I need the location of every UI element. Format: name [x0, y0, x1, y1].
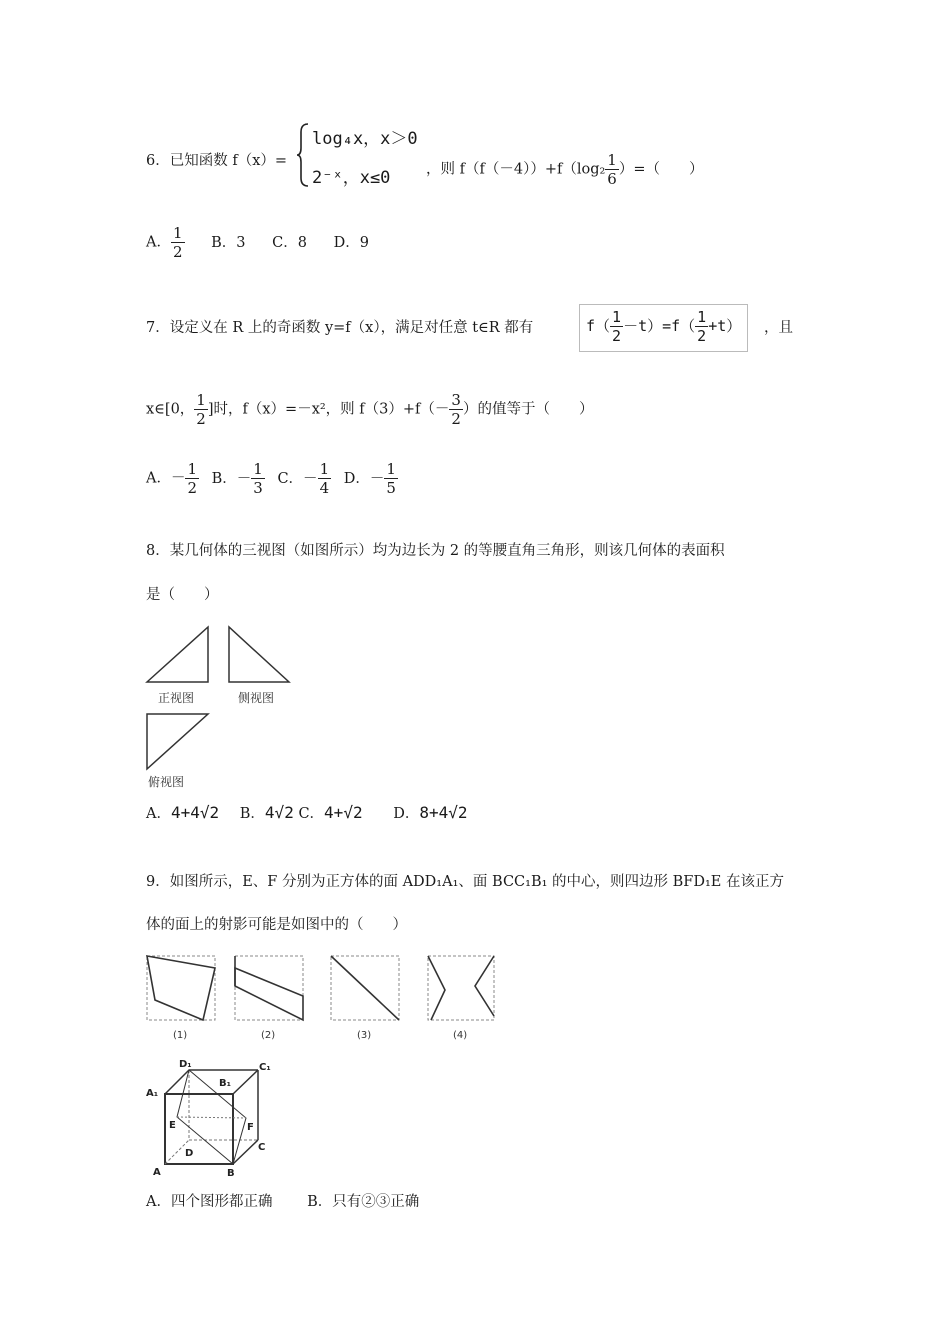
- q8-three-views-figure: [143, 622, 293, 792]
- q7-opt-d-den: 5: [386, 479, 396, 497]
- q7-box-den-1: 2: [612, 327, 622, 345]
- q6-stem-suffix: [426, 151, 704, 188]
- q6-stem-suffix-b: ）=（ ）: [618, 161, 704, 178]
- q7-opt-c-num: 1: [319, 460, 330, 478]
- cube-label-b1: B₁: [219, 1078, 232, 1089]
- cube-label-b: B: [227, 1168, 235, 1178]
- q6-case-2: 2⁻ˣ，x≤0: [312, 168, 391, 188]
- q9-projection-figures: [143, 950, 498, 1045]
- q7-opt-b-num: 1: [253, 460, 263, 478]
- q7-line2-a: x∈[0，: [146, 401, 195, 418]
- q7-option-a-label: A．－: [146, 470, 186, 487]
- projection-4-left: [428, 956, 445, 1020]
- projection-4-right: [475, 956, 494, 1016]
- q6-frac-den: 6: [607, 170, 617, 188]
- q6-option-a-fraction: [171, 224, 185, 261]
- q8-options: [146, 803, 468, 824]
- q6-option-c: C．8: [272, 234, 307, 251]
- q7-stem-line1-suffix: ，且: [764, 320, 793, 336]
- projection-4-label: (4): [453, 1030, 468, 1041]
- q8-option-c: 4+√2: [324, 803, 363, 822]
- front-view-triangle: [147, 627, 208, 682]
- cube-label-c1: C₁: [259, 1062, 271, 1073]
- q7-option-b-fraction: [251, 460, 265, 497]
- q7-option-a-fraction: [185, 460, 199, 497]
- q7-condition-box: [579, 304, 748, 352]
- q7-opt-d-num: 1: [386, 460, 396, 478]
- q6-opt-a-num: 1: [172, 224, 183, 242]
- q8-option-d: 8+4√2: [419, 803, 468, 822]
- q8-stem-line1: 8．某几何体的三视图（如图所示）均为边长为 2 的等腰直角三角形，则该几何体的表面积: [146, 543, 725, 559]
- q8-option-d-label: D．: [393, 806, 420, 822]
- q8-option-c-label: C．: [298, 806, 325, 822]
- q7-box-num-2: 1: [697, 308, 707, 326]
- projection-1-label: (1): [173, 1030, 188, 1041]
- projection-3-label: (3): [357, 1030, 372, 1041]
- q8-option-b-label: B．: [239, 806, 265, 822]
- q7-l2-num-2: 3: [451, 391, 461, 409]
- q7-line2-frac-1: [194, 391, 208, 428]
- front-view-label: 正视图: [158, 691, 195, 705]
- q9-option-a: A．四个图形都正确: [146, 1194, 273, 1210]
- q7-opt-a-den: 2: [187, 479, 198, 497]
- q6-opt-a-den: 2: [172, 243, 183, 261]
- q8-option-b: 4√2: [264, 803, 294, 822]
- q7-box-a: f（: [586, 317, 611, 335]
- q7-l2-den-2: 2: [451, 410, 461, 428]
- q7-stem-line1: 7．设定义在 R 上的奇函数 y=f（x），满足对任意 t∈R 都有: [146, 320, 534, 336]
- projection-2-label: (2): [261, 1030, 276, 1041]
- q7-stem-line2: [146, 391, 593, 428]
- q6-case-1: log₄x，x＞0: [312, 129, 418, 149]
- q7-line2-b: ]时，f（x）=－x²，则 f（3）+f（－: [207, 401, 450, 418]
- q7-box-frac-1: [610, 308, 623, 345]
- projection-1-shape: [147, 956, 215, 1020]
- q6-options: [146, 224, 369, 261]
- q8-option-a-label: A．: [146, 806, 171, 822]
- q7-box-num-1: 1: [612, 308, 622, 326]
- cube-label-c: C: [258, 1142, 266, 1153]
- cube-label-e: E: [169, 1120, 176, 1131]
- q7-box-c: +t）: [708, 317, 742, 335]
- side-view-triangle: [229, 627, 289, 682]
- cube-label-a1: A₁: [146, 1088, 159, 1099]
- q7-option-d-label: D．－: [343, 470, 385, 487]
- q7-box-den-2: 2: [697, 327, 707, 345]
- q7-l2-den-1: 2: [196, 410, 206, 428]
- q6-option-b: B．3: [211, 234, 246, 251]
- q7-opt-a-num: 1: [187, 460, 198, 478]
- q6-brace-icon: [296, 122, 310, 188]
- q6-option-a-label: A．: [146, 234, 171, 251]
- q7-l2-num-1: 1: [196, 391, 206, 409]
- q6-stem-suffix-a: ，则 f（f（－4））+f（log₂: [426, 161, 606, 178]
- side-view-label: 侧视图: [238, 691, 275, 705]
- q9-stem-line2: 体的面上的射影可能是如图中的（ ）: [146, 917, 407, 933]
- q7-opt-b-den: 3: [253, 479, 263, 497]
- q9-cube-figure: [143, 1058, 278, 1178]
- q9-option-b: B．只有②③正确: [307, 1194, 420, 1210]
- q7-line2-frac-2: [449, 391, 463, 428]
- projection-2-shape: [235, 968, 303, 1020]
- q7-option-c-label: C．－: [277, 470, 318, 487]
- q6-fraction: [605, 151, 619, 188]
- q7-line2-c: ）的值等于（ ）: [462, 401, 594, 418]
- q7-option-d-fraction: [384, 460, 398, 497]
- cube-label-a: A: [153, 1167, 161, 1178]
- q7-opt-c-den: 4: [319, 479, 330, 497]
- q7-box-b: －t）=f（: [623, 317, 696, 335]
- q7-options: [146, 460, 398, 497]
- q7-box-frac-2: [695, 308, 708, 345]
- top-view-label: 俯视图: [148, 775, 185, 789]
- q6-frac-num: 1: [607, 151, 617, 169]
- q9-stem-line1: 9．如图所示，E、F 分别为正方体的面 ADD₁A₁、面 BCC₁B₁ 的中心，则四边形 BFD₁E 在该正方: [146, 874, 784, 890]
- q8-stem-line2: 是（ ）: [146, 587, 219, 603]
- q6-stem-prefix: 6．已知函数 f（x）=: [146, 153, 288, 169]
- q9-options: [146, 1192, 419, 1212]
- q6-option-d: D．9: [333, 234, 369, 251]
- cube-label-f: F: [247, 1122, 254, 1133]
- cube-label-d1: D₁: [179, 1059, 192, 1070]
- top-view-triangle: [147, 714, 208, 769]
- cube-label-d: D: [185, 1148, 194, 1159]
- q7-option-c-fraction: [318, 460, 332, 497]
- q7-option-b-label: B．－: [211, 470, 252, 487]
- projection-3-shape: [331, 956, 399, 1020]
- q8-option-a: 4+4√2: [170, 803, 220, 822]
